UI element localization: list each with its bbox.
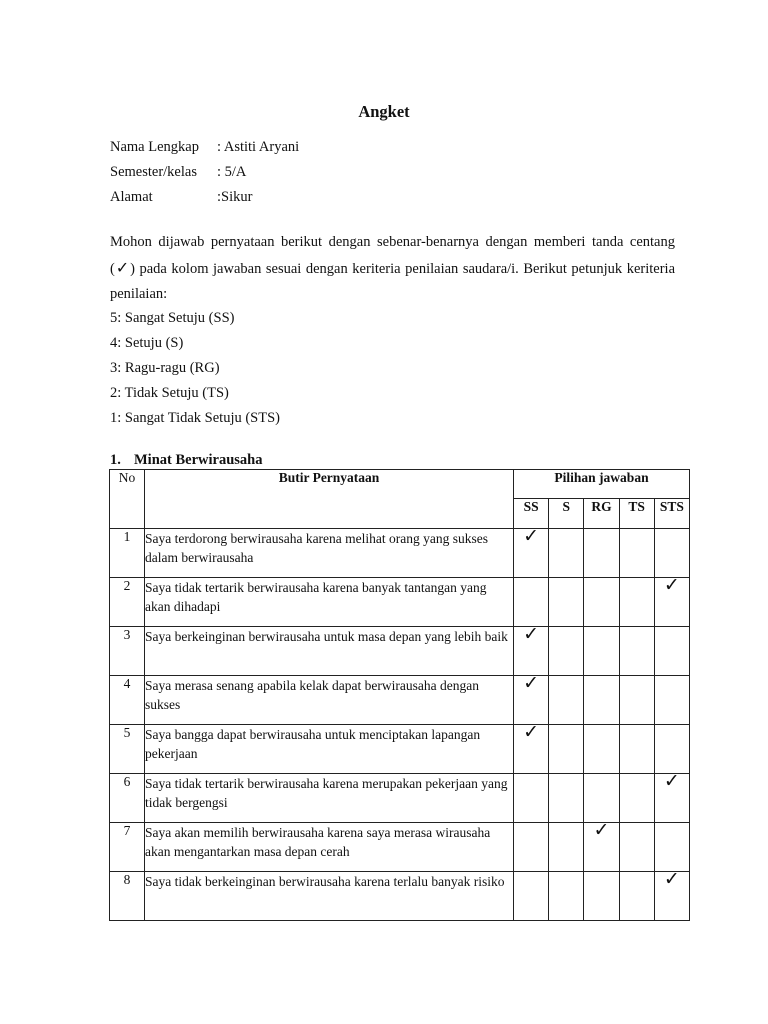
- table-row: [110, 578, 690, 627]
- table-body: [110, 525, 690, 921]
- info-label: Alamat: [110, 189, 153, 205]
- scale-item-ss: 5: Sangat Setuju (SS): [110, 310, 235, 326]
- checkmark-icon: ✓: [523, 672, 540, 694]
- answer-cell-ss[interactable]: [514, 578, 549, 627]
- info-row-name: [110, 137, 299, 162]
- table-row: [110, 725, 690, 774]
- answer-cell-ss[interactable]: [514, 774, 549, 823]
- respondent-info: [110, 137, 299, 212]
- answer-cell-rg[interactable]: [584, 774, 619, 823]
- answer-cell-ts[interactable]: [619, 725, 654, 774]
- table-row: [110, 823, 690, 872]
- instructions-paragraph: [110, 230, 675, 307]
- answer-cell-sts[interactable]: [654, 627, 689, 676]
- checkmark-icon: ✓: [663, 574, 680, 596]
- table-header-row: [110, 470, 690, 499]
- answer-cell-rg[interactable]: [584, 872, 619, 921]
- statement-text: Saya tidak berkeinginan berwirausaha karena terlalu banyak risiko: [145, 872, 514, 921]
- instructions-text-end: ) pada kolom jawaban sesuai dengan keriteria penilaian saudara/i. Berikut petunjuk keriteria penilaian:: [110, 261, 676, 302]
- checkmark-icon: ✓: [663, 770, 680, 792]
- section-title: Minat Berwirausaha: [134, 452, 263, 468]
- answer-cell-s[interactable]: [549, 725, 584, 774]
- column-header-ss: SS: [514, 499, 549, 529]
- answer-cell-ss[interactable]: [514, 872, 549, 921]
- section-heading: [110, 451, 262, 469]
- row-number: 7: [110, 823, 145, 872]
- statement-text: Saya bangga dapat berwirausaha untuk menciptakan lapangan pekerjaan: [145, 725, 514, 774]
- rating-scale-list: [110, 306, 280, 431]
- instructions-text-start: Mohon dijawab pernyataan berikut dengan sebenar-benarnya dengan memberi tanda centang (: [110, 234, 675, 277]
- info-value: :Sikur: [217, 189, 253, 205]
- column-header-ts: TS: [619, 499, 654, 529]
- questionnaire-table: [109, 469, 690, 921]
- answer-cell-s[interactable]: [549, 529, 584, 578]
- row-number: 2: [110, 578, 145, 627]
- answer-cell-sts[interactable]: [654, 676, 689, 725]
- row-number: 6: [110, 774, 145, 823]
- row-number: 5: [110, 725, 145, 774]
- info-value: : Astiti Aryani: [217, 139, 300, 155]
- checkmark-icon: ✓: [523, 525, 540, 547]
- checkmark-icon: ✓: [523, 623, 540, 645]
- checkmark-icon: ✓: [114, 258, 131, 277]
- table-row: [110, 872, 690, 921]
- table-row: [110, 774, 690, 823]
- answer-cell-ts[interactable]: [619, 774, 654, 823]
- answer-cell-rg[interactable]: [584, 819, 619, 872]
- answer-cell-ss[interactable]: [514, 672, 549, 725]
- answer-cell-ss[interactable]: [514, 721, 549, 774]
- answer-cell-sts[interactable]: [654, 529, 689, 578]
- answer-cell-ss[interactable]: [514, 623, 549, 676]
- scale-item-s: 4: Setuju (S): [110, 335, 184, 351]
- answer-cell-s[interactable]: [549, 578, 584, 627]
- checkmark-icon: ✓: [663, 868, 680, 890]
- info-label: Semester/kelas: [110, 164, 197, 180]
- answer-cell-rg[interactable]: [584, 627, 619, 676]
- answer-cell-sts[interactable]: [654, 725, 689, 774]
- answer-cell-ss[interactable]: [514, 823, 549, 872]
- column-header-statement: Butir Pernyataan: [145, 470, 514, 529]
- table-row: [110, 676, 690, 725]
- info-row-class: [110, 162, 299, 187]
- row-number: 8: [110, 872, 145, 921]
- table-row: [110, 627, 690, 676]
- statement-text: Saya akan memilih berwirausaha karena saya merasa wirausaha akan mengantarkan masa depan cerah: [145, 823, 514, 872]
- answer-cell-s[interactable]: [549, 676, 584, 725]
- answer-cell-ts[interactable]: [619, 872, 654, 921]
- table-row: [110, 529, 690, 578]
- statement-text: Saya tidak tertarik berwirausaha karena banyak tantangan yang akan dihadapi: [145, 578, 514, 627]
- section-number: 1.: [110, 452, 121, 468]
- scale-item-sts: 1: Sangat Tidak Setuju (STS): [110, 410, 280, 426]
- answer-cell-sts[interactable]: [654, 868, 689, 921]
- answer-cell-s[interactable]: [549, 872, 584, 921]
- column-header-s: S: [549, 499, 584, 529]
- statement-text: Saya berkeinginan berwirausaha untuk masa depan yang lebih baik: [145, 627, 514, 676]
- column-header-no: No: [110, 470, 145, 529]
- column-header-rg: RG: [584, 499, 619, 529]
- answer-cell-rg[interactable]: [584, 529, 619, 578]
- answer-cell-rg[interactable]: [584, 725, 619, 774]
- answer-cell-ts[interactable]: [619, 529, 654, 578]
- answer-cell-ss[interactable]: [514, 525, 549, 578]
- answer-cell-s[interactable]: [549, 823, 584, 872]
- answer-cell-s[interactable]: [549, 627, 584, 676]
- info-value: : 5/A: [217, 164, 247, 180]
- statement-text: Saya merasa senang apabila kelak dapat berwirausaha dengan sukses: [145, 676, 514, 725]
- answer-cell-rg[interactable]: [584, 578, 619, 627]
- answer-cell-ts[interactable]: [619, 627, 654, 676]
- row-number: 4: [110, 676, 145, 725]
- statement-text: Saya terdorong berwirausaha karena melihat orang yang sukses dalam berwirausaha: [145, 529, 514, 578]
- answer-cell-ts[interactable]: [619, 578, 654, 627]
- statement-text: Saya tidak tertarik berwirausaha karena merupakan pekerjaan yang tidak bergengsi: [145, 774, 514, 823]
- scale-item-rg: 3: Ragu-ragu (RG): [110, 360, 220, 376]
- answer-cell-sts[interactable]: [654, 770, 689, 823]
- answer-cell-ts[interactable]: [619, 676, 654, 725]
- checkmark-icon: ✓: [523, 721, 540, 743]
- column-header-sts: STS: [654, 499, 689, 529]
- answer-cell-rg[interactable]: [584, 676, 619, 725]
- checkmark-icon: ✓: [593, 819, 610, 841]
- row-number: 3: [110, 627, 145, 676]
- document-title: Angket: [358, 102, 410, 121]
- info-row-address: [110, 187, 299, 212]
- column-header-answer-choice: Pilihan jawaban: [514, 470, 690, 499]
- answer-cell-sts[interactable]: [654, 823, 689, 872]
- answer-cell-s[interactable]: [549, 774, 584, 823]
- info-label: Nama Lengkap: [110, 139, 199, 155]
- scale-item-ts: 2: Tidak Setuju (TS): [110, 385, 229, 401]
- answer-cell-sts[interactable]: [654, 574, 689, 627]
- answer-cell-ts[interactable]: [619, 823, 654, 872]
- row-number: 1: [110, 529, 145, 578]
